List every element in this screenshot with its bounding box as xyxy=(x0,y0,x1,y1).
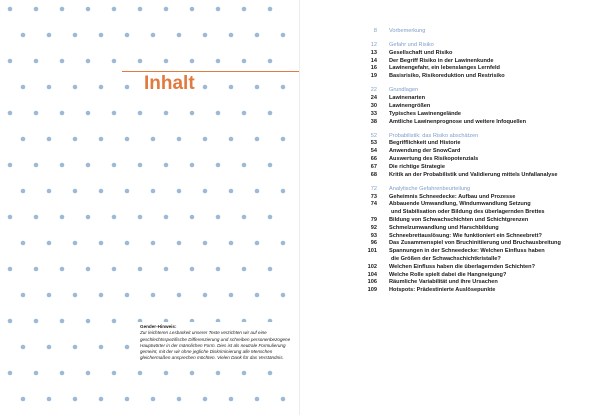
toc-entry xyxy=(358,233,596,241)
toc-section xyxy=(358,133,596,180)
toc-entry xyxy=(358,225,596,233)
pattern-dot xyxy=(216,215,221,220)
pattern-dot xyxy=(138,59,143,64)
pattern-dot xyxy=(47,85,52,90)
toc-entry-page: 54 xyxy=(370,148,377,155)
pattern-dot xyxy=(112,163,117,168)
pattern-dot xyxy=(229,33,234,38)
pattern-dot xyxy=(164,7,169,12)
toc-entry xyxy=(358,156,596,164)
pattern-dot xyxy=(216,371,221,376)
toc-entry-title: Bildung von Schwachschichten und Schichtgrenzen xyxy=(389,216,529,223)
toc-entry-title: und Stabilisation oder Bildung des überlagernden Brettes xyxy=(391,209,545,216)
pattern-dot xyxy=(125,345,130,350)
toc-section-heading xyxy=(358,87,596,95)
pattern-dot xyxy=(47,33,52,38)
pattern-dot xyxy=(216,267,221,272)
pattern-dot xyxy=(164,215,169,220)
toc-entry xyxy=(358,194,596,202)
pattern-dot xyxy=(216,163,221,168)
toc-entry xyxy=(358,119,596,127)
pattern-dot xyxy=(73,293,78,298)
toc-entry-title: Welchen Einfluss haben die überlagernden Schichten? xyxy=(389,263,535,270)
pattern-dot xyxy=(177,241,182,246)
toc-entry-title: Spannungen in der Schneedecke: Welchen Einfluss haben xyxy=(389,248,545,255)
pattern-dot xyxy=(281,293,286,298)
pattern-dot xyxy=(255,241,260,246)
page-title: Inhalt xyxy=(141,72,200,96)
toc-entry-page: 53 xyxy=(370,140,377,147)
pattern-dot xyxy=(34,215,39,220)
pattern-dot xyxy=(177,33,182,38)
toc-entry-title: Die richtige Strategie xyxy=(389,163,445,170)
toc-entry-page: 13 xyxy=(370,49,377,56)
pattern-dot xyxy=(177,189,182,194)
toc-entry-page: 33 xyxy=(370,110,377,117)
pattern-dot xyxy=(151,137,156,142)
toc-entry-page: 30 xyxy=(370,102,377,109)
pattern-dot xyxy=(281,137,286,142)
pattern-dot xyxy=(21,293,26,298)
pattern-dot xyxy=(125,137,130,142)
pattern-dot xyxy=(73,33,78,38)
pattern-dot xyxy=(8,163,13,168)
toc-entry-title: Lawinenarten xyxy=(389,95,426,102)
table-of-contents xyxy=(358,28,596,301)
toc-entry-page: 101 xyxy=(367,248,377,255)
toc-entry-page: 16 xyxy=(370,65,377,72)
pattern-dot xyxy=(86,267,91,272)
toc-entry-title: Welche Rolle spielt dabei die Hangneigung? xyxy=(389,271,507,278)
pattern-dot xyxy=(60,319,65,324)
pattern-dot xyxy=(21,345,26,350)
toc-section xyxy=(358,42,596,81)
pattern-dot xyxy=(268,267,273,272)
pattern-dot xyxy=(112,371,117,376)
pattern-dot xyxy=(8,267,13,272)
pattern-dot xyxy=(112,7,117,12)
gender-notice xyxy=(137,322,300,364)
toc-entry-page: 96 xyxy=(370,240,377,247)
pattern-dot xyxy=(99,345,104,350)
pattern-dot xyxy=(73,189,78,194)
pattern-dot xyxy=(60,267,65,272)
toc-entry-title: Räumliche Variabilität und ihre Ursachen xyxy=(389,279,498,286)
pattern-dot xyxy=(86,215,91,220)
pattern-dot xyxy=(60,163,65,168)
pattern-dot xyxy=(99,85,104,90)
pattern-dot xyxy=(99,137,104,142)
toc-entry-page: 102 xyxy=(367,263,377,270)
pattern-dot xyxy=(47,293,52,298)
toc-entry xyxy=(358,217,596,225)
pattern-dot xyxy=(190,59,195,64)
pattern-dot xyxy=(229,241,234,246)
toc-entry xyxy=(358,140,596,148)
toc-section-title: Gefahr und Risiko xyxy=(389,42,434,49)
toc-entry-title: Schmelzumwandlung und Harschbildung xyxy=(389,224,499,231)
toc-entry-title: Geheimnis Schneedecke: Aufbau und Prozesse xyxy=(389,193,516,200)
pattern-dot xyxy=(99,33,104,38)
toc-section xyxy=(358,186,596,295)
pattern-dot xyxy=(86,59,91,64)
pattern-dot xyxy=(138,111,143,116)
toc-entry xyxy=(358,209,596,217)
pattern-dot xyxy=(8,371,13,376)
toc-section xyxy=(358,87,596,126)
pattern-dot xyxy=(138,7,143,12)
pattern-dot xyxy=(281,189,286,194)
pattern-dot xyxy=(34,267,39,272)
pattern-dot xyxy=(164,111,169,116)
toc-entry xyxy=(358,201,596,209)
toc-entry-title: Schneebrettauslösung: Wie funktioniert ein Schneebrett? xyxy=(389,232,542,239)
pattern-dot xyxy=(21,189,26,194)
toc-entry-title: Lawinengefahr, ein lebenslanges Lernfeld xyxy=(389,65,500,72)
pattern-dot xyxy=(60,59,65,64)
gender-notice-text: Zur leichteren Lesbarkeit unserer Texte verzichten wir auf eine geschlechtsspezifische Differenzierung und schreiben personenbezogene Hauptwörter in der männlichen Form. Dies ist als neutrale Formulierung gemeint, mit der wir ohne jegliche Diskriminierung alle Menschen gleichermaßen ansprechen möchten. Vielen Dank für das Verständnis. xyxy=(140,330,291,361)
pattern-dot xyxy=(190,215,195,220)
pattern-dot xyxy=(255,85,260,90)
toc-section-heading xyxy=(358,42,596,50)
pattern-dot xyxy=(8,7,13,12)
toc-entry-page: 19 xyxy=(370,73,377,80)
gender-notice-heading: Gender-Hinweis: xyxy=(140,324,177,329)
toc-section-heading xyxy=(358,28,596,36)
toc-entry-title: Begrifflichkeit und Historie xyxy=(389,140,461,147)
toc-entry-title: Hotspots: Prädestinierte Auslösepunkte xyxy=(389,287,496,294)
pattern-dot xyxy=(242,163,247,168)
pattern-dot xyxy=(229,85,234,90)
pattern-dot xyxy=(138,371,143,376)
toc-section xyxy=(358,28,596,36)
pattern-dot xyxy=(86,163,91,168)
toc-entry-page: 38 xyxy=(370,118,377,125)
pattern-dot xyxy=(112,59,117,64)
toc-entry-title: Typisches Lawinengelände xyxy=(389,110,462,117)
pattern-dot xyxy=(47,397,52,402)
pattern-dot xyxy=(99,241,104,246)
toc-entry-title: Anwendung der SnowCard xyxy=(389,148,461,155)
pattern-dot xyxy=(203,33,208,38)
pattern-dot xyxy=(60,7,65,12)
pattern-dot xyxy=(125,241,130,246)
toc-section-page: 22 xyxy=(370,87,377,94)
pattern-dot xyxy=(125,85,130,90)
pattern-dot xyxy=(151,241,156,246)
toc-section-page: 12 xyxy=(370,42,377,49)
pattern-dot xyxy=(203,397,208,402)
toc-entry-page xyxy=(358,256,377,264)
toc-entry xyxy=(358,248,596,256)
pattern-dot xyxy=(73,397,78,402)
pattern-dot xyxy=(164,267,169,272)
toc-entry xyxy=(358,50,596,58)
pattern-dot xyxy=(151,293,156,298)
toc-entry xyxy=(358,103,596,111)
pattern-dot xyxy=(112,215,117,220)
toc-section-title: Grundlagen xyxy=(389,87,419,94)
toc-entry xyxy=(358,95,596,103)
pattern-dot xyxy=(151,397,156,402)
pattern-dot xyxy=(281,33,286,38)
toc-entry xyxy=(358,287,596,295)
pattern-dot xyxy=(8,59,13,64)
pattern-dot xyxy=(216,7,221,12)
pattern-dot xyxy=(60,111,65,116)
pattern-dot xyxy=(47,241,52,246)
pattern-dot xyxy=(203,85,208,90)
pattern-dot xyxy=(21,137,26,142)
toc-entry xyxy=(358,272,596,280)
pattern-dot xyxy=(73,345,78,350)
toc-section-heading xyxy=(358,133,596,141)
toc-entry-title: Amtliche Lawinenprognose und weitere Infoquellen xyxy=(389,118,527,125)
toc-section-title: Probabilistik: das Risiko abschätzen xyxy=(389,132,479,139)
pattern-dot xyxy=(203,137,208,142)
pattern-dot xyxy=(268,7,273,12)
pattern-dot xyxy=(151,189,156,194)
pattern-dot xyxy=(138,267,143,272)
pattern-dot xyxy=(86,319,91,324)
pattern-dot xyxy=(21,85,26,90)
pattern-dot xyxy=(190,7,195,12)
pattern-dot xyxy=(112,111,117,116)
toc-entry-page: 73 xyxy=(370,193,377,200)
toc-entry-title: die Größen der Schwachschichtkristalle? xyxy=(391,255,501,262)
pattern-dot xyxy=(242,111,247,116)
pattern-dot xyxy=(60,215,65,220)
toc-entry-title: Abbauende Umwandlung, Windumwandlung Setzung xyxy=(389,201,531,208)
pattern-dot xyxy=(99,293,104,298)
pattern-dot xyxy=(34,163,39,168)
toc-entry-title: Kritik an der Probabilistik und Validierung mittels Unfallanalyse xyxy=(389,171,558,178)
pattern-dot xyxy=(34,59,39,64)
toc-section-page: 8 xyxy=(373,28,377,34)
toc-section-title: Vorbemerkung xyxy=(389,28,426,34)
pattern-dot xyxy=(73,137,78,142)
toc-entry xyxy=(358,58,596,66)
toc-entry-page: 93 xyxy=(370,232,377,239)
pattern-dot xyxy=(268,371,273,376)
pattern-dot xyxy=(281,241,286,246)
toc-entry-title: Lawinengrößen xyxy=(389,102,431,109)
pattern-dot xyxy=(8,215,13,220)
toc-entry-page: 66 xyxy=(370,156,377,163)
toc-entry xyxy=(358,256,596,264)
pattern-dot xyxy=(255,33,260,38)
pattern-dot xyxy=(125,293,130,298)
pattern-dot xyxy=(281,85,286,90)
pattern-dot xyxy=(99,189,104,194)
pattern-dot xyxy=(255,189,260,194)
toc-entry xyxy=(358,172,596,180)
pattern-dot xyxy=(125,189,130,194)
pattern-dot xyxy=(255,137,260,142)
pattern-dot xyxy=(73,85,78,90)
pattern-dot xyxy=(203,189,208,194)
pattern-dot xyxy=(190,111,195,116)
pattern-dot xyxy=(177,137,182,142)
pattern-dot xyxy=(190,163,195,168)
pattern-dot xyxy=(164,59,169,64)
pattern-dot xyxy=(34,371,39,376)
pattern-dot xyxy=(177,397,182,402)
pattern-dot xyxy=(8,319,13,324)
toc-section-page: 52 xyxy=(370,132,377,139)
toc-section-title: Analytische Gefahrenbeurteilung xyxy=(389,185,471,192)
pattern-dot xyxy=(216,59,221,64)
toc-entry-page: 104 xyxy=(367,271,377,278)
pattern-dot xyxy=(242,7,247,12)
pattern-dot xyxy=(255,397,260,402)
pattern-dot xyxy=(164,371,169,376)
pattern-dot xyxy=(229,397,234,402)
toc-entry-title: Das Zusammenspiel von Bruchinitiierung und Bruchausbreitung xyxy=(389,240,561,247)
toc-entry xyxy=(358,73,596,81)
pattern-dot xyxy=(216,111,221,116)
pattern-dot xyxy=(229,293,234,298)
pattern-dot xyxy=(268,59,273,64)
pattern-dot xyxy=(34,111,39,116)
pattern-dot xyxy=(281,397,286,402)
pattern-dot xyxy=(151,33,156,38)
toc-entry-page: 74 xyxy=(370,201,377,208)
pattern-dot xyxy=(73,241,78,246)
pattern-dot xyxy=(203,293,208,298)
toc-entry xyxy=(358,279,596,287)
pattern-dot xyxy=(34,319,39,324)
toc-entry-title: Auswertung des Risikopotenzials xyxy=(389,156,479,163)
toc-entry xyxy=(358,164,596,172)
toc-entry xyxy=(358,240,596,248)
toc-entry-page: 14 xyxy=(370,57,377,64)
pattern-dot xyxy=(268,215,273,220)
toc-entry xyxy=(358,111,596,119)
pattern-dot xyxy=(86,371,91,376)
pattern-dot xyxy=(125,397,130,402)
toc-entry xyxy=(358,148,596,156)
pattern-dot xyxy=(242,267,247,272)
pattern-dot xyxy=(21,397,26,402)
toc-entry-page: 109 xyxy=(367,287,377,294)
toc-entry-page: 67 xyxy=(370,163,377,170)
toc-entry-page xyxy=(358,209,377,217)
pattern-dot xyxy=(21,241,26,246)
pattern-dot xyxy=(242,59,247,64)
toc-entry-title: Basisrisiko, Risikoreduktion und Restrisiko xyxy=(389,73,505,80)
pattern-dot xyxy=(47,345,52,350)
toc-entry-title: Gesellschaft und Risiko xyxy=(389,49,453,56)
pattern-dot xyxy=(255,293,260,298)
pattern-dot xyxy=(47,189,52,194)
pattern-dot xyxy=(190,371,195,376)
pattern-dot xyxy=(99,397,104,402)
pattern-dot xyxy=(8,111,13,116)
toc-entry-page: 24 xyxy=(370,95,377,102)
pattern-dot xyxy=(164,163,169,168)
toc-section-heading xyxy=(358,186,596,194)
toc-entry-page: 92 xyxy=(370,224,377,231)
pattern-dot xyxy=(242,215,247,220)
pattern-dot xyxy=(112,319,117,324)
pattern-dot xyxy=(34,7,39,12)
pattern-dot xyxy=(138,163,143,168)
pattern-dot xyxy=(112,267,117,272)
toc-entry-page: 68 xyxy=(370,171,377,178)
pattern-dot xyxy=(190,267,195,272)
toc-section-page: 72 xyxy=(370,185,377,192)
pattern-dot xyxy=(138,215,143,220)
pattern-dot xyxy=(229,189,234,194)
pattern-dot xyxy=(21,33,26,38)
toc-entry-page: 106 xyxy=(367,279,377,286)
toc-entry xyxy=(358,65,596,73)
toc-entry xyxy=(358,264,596,272)
pattern-dot xyxy=(229,137,234,142)
pattern-dot xyxy=(86,7,91,12)
toc-entry-title: Der Begriff Risiko in der Lawinenkunde xyxy=(389,57,494,64)
toc-entry-page: 79 xyxy=(370,216,377,223)
pattern-dot xyxy=(203,241,208,246)
pattern-dot xyxy=(177,293,182,298)
pattern-dot xyxy=(268,163,273,168)
pattern-dot xyxy=(242,371,247,376)
pattern-dot xyxy=(47,137,52,142)
pattern-dot xyxy=(86,111,91,116)
pattern-dot xyxy=(125,33,130,38)
pattern-dot xyxy=(268,111,273,116)
pattern-dot xyxy=(60,371,65,376)
